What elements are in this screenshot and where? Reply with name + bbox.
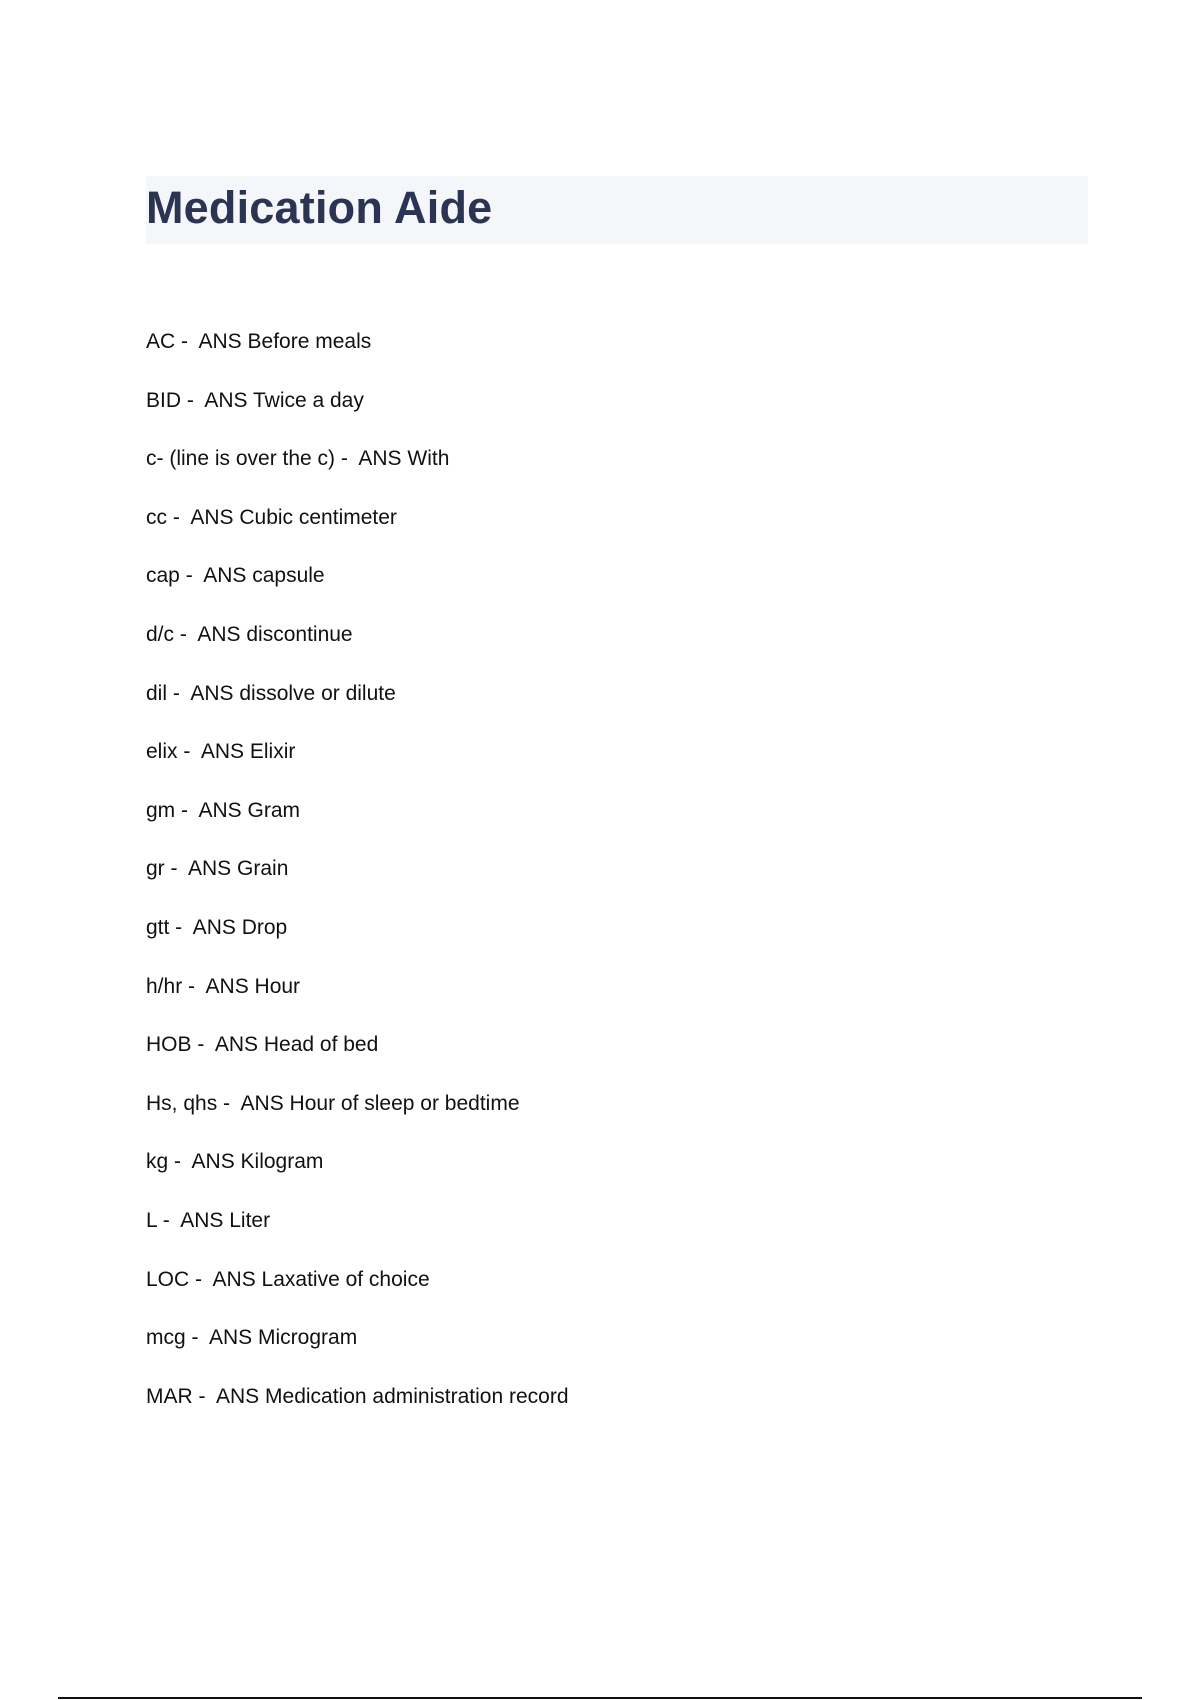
list-item: cap - ANS capsule [146, 564, 325, 588]
list-item: dil - ANS dissolve or dilute [146, 681, 396, 705]
list-item: c- (line is over the c) - ANS With [146, 447, 450, 471]
list-item: L - ANS Liter [146, 1208, 271, 1232]
list-item: MAR - ANS Medication administration record [146, 1384, 569, 1408]
footer-divider [58, 1697, 1142, 1699]
list-item: cc - ANS Cubic centimeter [146, 505, 397, 529]
list-item: h/hr - ANS Hour [146, 974, 301, 998]
title-band [146, 176, 1088, 244]
list-item: mcg - ANS Microgram [146, 1326, 358, 1350]
list-item: gm - ANS Gram [146, 798, 301, 822]
page-title: Medication Aide [146, 181, 493, 233]
list-item: gr - ANS Grain [146, 857, 289, 881]
list-item: AC - ANS Before meals [146, 330, 372, 353]
list-item: BID - ANS Twice a day [146, 388, 364, 412]
list-item: HOB - ANS Head of bed [146, 1033, 379, 1057]
list-item: d/c - ANS discontinue [146, 622, 353, 646]
list-item: LOC - ANS Laxative of choice [146, 1267, 430, 1291]
abbreviation-list [146, 324, 1086, 1437]
list-item: Hs, qhs - ANS Hour of sleep or bedtime [146, 1091, 520, 1115]
list-item: kg - ANS Kilogram [146, 1150, 324, 1174]
list-item: elix - ANS Elixir [146, 740, 296, 764]
list-item: gtt - ANS Drop [146, 915, 288, 939]
